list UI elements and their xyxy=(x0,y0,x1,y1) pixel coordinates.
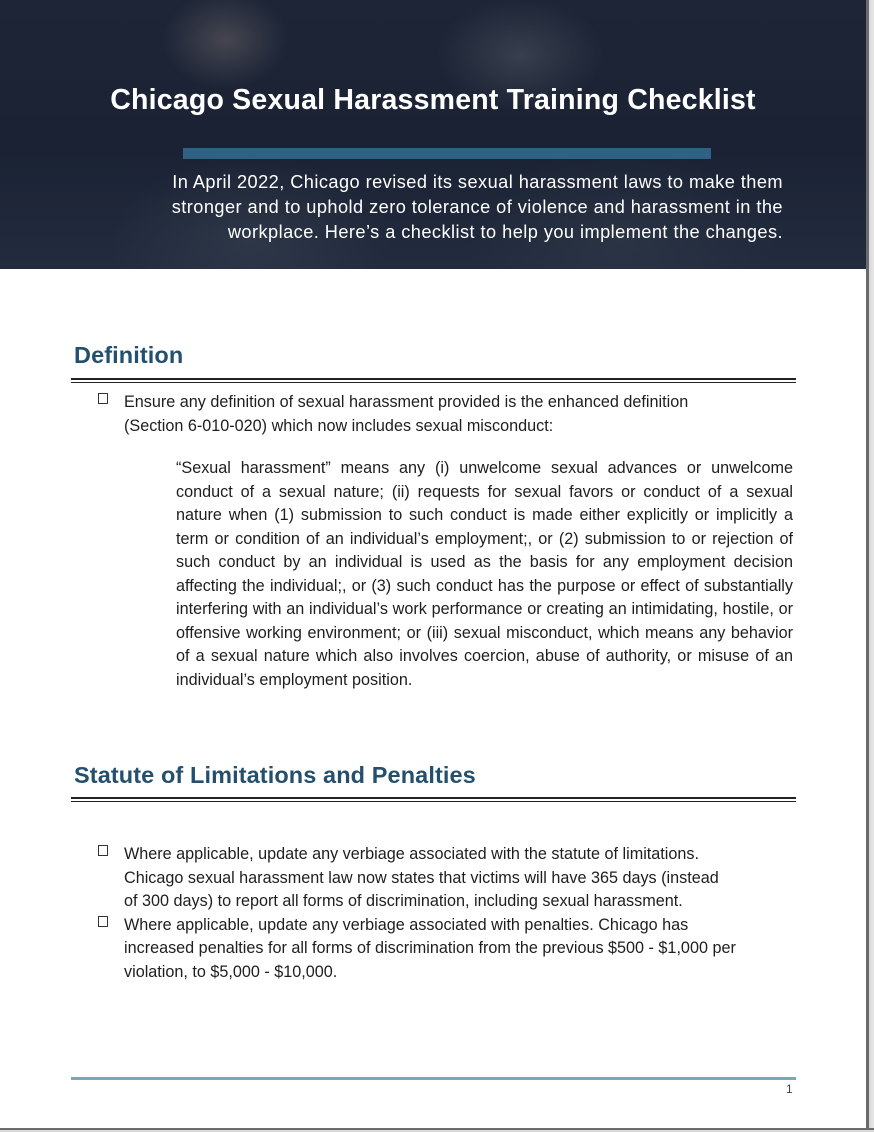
intro-line: In April 2022, Chicago revised its sexual harassment laws to make them xyxy=(172,172,783,192)
header-banner xyxy=(0,0,866,269)
page-edge-right xyxy=(866,0,874,1132)
page-number: 1 xyxy=(786,1082,793,1096)
statute-checklist xyxy=(98,843,798,984)
checklist-item-line: Chicago sexual harassment law now states that victims will have 365 days (instead xyxy=(124,868,719,887)
page-edge-bottom xyxy=(0,1128,874,1132)
checklist-item-line: Where applicable, update any verbiage associated with penalties. Chicago has xyxy=(124,915,689,934)
checklist-item-line: violation, to $5,000 - $10,000. xyxy=(124,962,338,981)
checkbox[interactable] xyxy=(98,916,108,927)
checklist-item-line: Ensure any definition of sexual harassment provided is the enhanced definition xyxy=(124,393,689,411)
section-heading-statute: Statute of Limitations and Penalties xyxy=(74,762,476,788)
definition-quote: “Sexual harassment” means any (i) unwelcome sexual advances or unwelcome conduct of a sexual nature; (ii) requests for sexual favors or conduct of a sexual nature when (1) submission to such conduct is made either explicitly or implicitly a term or condition of an individual’s employment;, or (2) submission to or rejection of such conduct by an individual is used as the basis for any employment decision affecting the individual;, or (3) such conduct has the purpose or effect of substantially interfering with an individual’s work performance or creating an intimidating, hostile, or offensive working environment; or (iii) sexual misconduct, which means any behavior of a sexual nature which also involves coercion, abuse of authority, or misuse of an individual’s employment position. xyxy=(176,459,793,689)
checklist-item xyxy=(98,914,798,985)
checklist-item xyxy=(98,391,798,438)
definition-checklist xyxy=(98,391,798,438)
checkbox[interactable] xyxy=(98,845,108,856)
footer-divider xyxy=(71,1077,796,1080)
checklist-item-line: of 300 days) to report all forms of discrimination, including sexual harassment. xyxy=(124,892,683,910)
section-divider xyxy=(71,797,796,802)
checklist-item-line: Where applicable, update any verbiage associated with the statute of limitations. xyxy=(124,845,699,863)
intro-line: workplace. Here’s a checklist to help you implement the changes. xyxy=(227,222,783,242)
checklist-item-line: (Section 6-010-020) which now includes sexual misconduct: xyxy=(124,416,554,435)
checkbox[interactable] xyxy=(98,393,108,404)
intro-line: stronger and to uphold zero tolerance of violence and harassment in the xyxy=(171,197,783,217)
checklist-item-line: increased penalties for all forms of discrimination from the previous $500 - $1,000 per xyxy=(124,939,736,957)
page-title: Chicago Sexual Harassment Training Checklist xyxy=(110,84,756,116)
checklist-item xyxy=(98,843,798,914)
section-heading-definition: Definition xyxy=(74,342,184,368)
title-underline xyxy=(183,148,711,159)
section-divider xyxy=(71,378,796,383)
intro-text xyxy=(60,170,783,245)
